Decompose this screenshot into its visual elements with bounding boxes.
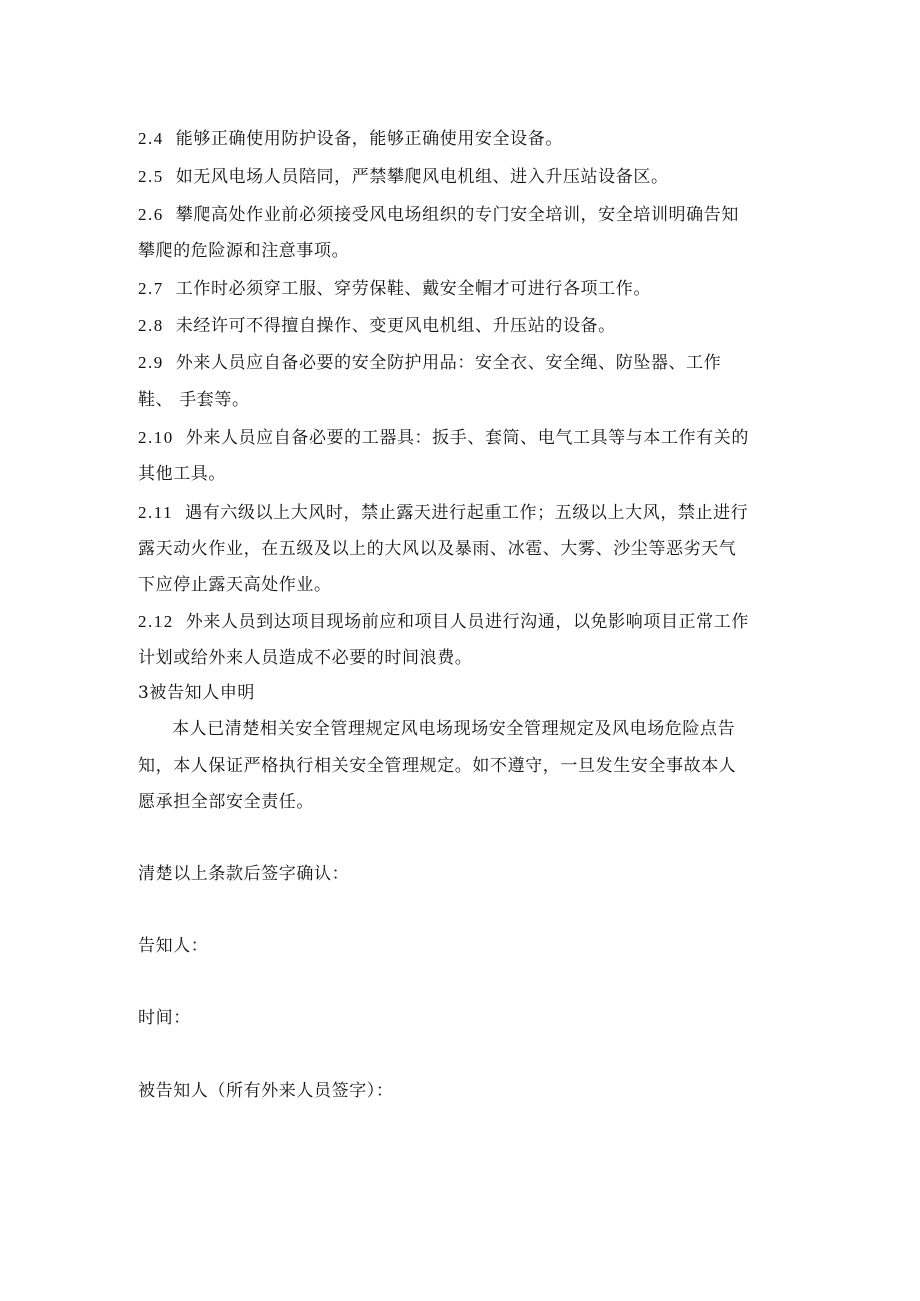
clause-number: 2.8 <box>138 316 164 335</box>
clause-2-9-continuation <box>138 389 788 411</box>
clause-text: 工作时必须穿工服、穿劳保鞋、戴安全帽才可进行各项工作。 <box>175 279 651 299</box>
clause-2-5 <box>138 166 788 188</box>
time-label: 时间： <box>138 1008 191 1028</box>
clause-text: 攀爬的危险源和注意事项。 <box>138 241 350 261</box>
clause-text: 如无风电场人员陪同，严禁攀爬风电机组、进入升压站设备区。 <box>175 167 669 187</box>
clause-text: 外来人员应自备必要的工器具：扳手、套筒、电气工具等与本工作有关的 <box>185 428 749 448</box>
clause-number: 2.11 <box>138 503 174 522</box>
clause-2-11-continuation-1 <box>138 538 788 560</box>
clause-text: 露天动火作业，在五级及以上的大风以及暴雨、冰雹、大雾、沙尘等恶劣天气 <box>138 539 737 559</box>
declaration-line-1: 本人已清楚相关安全管理规定风电场现场安全管理规定及风电场危险点告 <box>172 719 736 739</box>
clause-text: 其他工具。 <box>138 464 226 484</box>
declaration-line-3: 愿承担全部安全责任。 <box>138 792 314 812</box>
confirm-signature-label: 清楚以上条款后签字确认： <box>138 864 350 884</box>
clause-2-10 <box>138 427 788 449</box>
clause-2-11-continuation-2 <box>138 574 788 596</box>
clause-2-4 <box>138 128 788 150</box>
clause-text: 鞋、 手套等。 <box>138 390 250 410</box>
clause-number: 2.6 <box>138 205 164 224</box>
clause-2-11 <box>138 502 788 524</box>
section-3-heading: 3被告知人申明 <box>138 683 256 703</box>
clause-text: 外来人员到达项目现场前应和项目人员进行沟通，以免影响项目正常工作 <box>185 612 749 632</box>
clause-2-12 <box>138 611 788 633</box>
clause-text: 攀爬高处作业前必须接受风电场组织的专门安全培训，安全培训明确告知 <box>175 205 739 225</box>
clause-text: 未经许可不得擅自操作、变更风电机组、升压站的设备。 <box>175 316 616 336</box>
clause-text: 外来人员应自备必要的安全防护用品：安全衣、安全绳、防坠器、工作 <box>175 353 722 373</box>
clause-number: 2.7 <box>138 279 164 298</box>
clause-text: 下应停止露天高处作业。 <box>138 575 332 595</box>
clause-number: 2.5 <box>138 167 164 186</box>
clause-2-8 <box>138 315 788 337</box>
informed-party-label: 被告知人（所有外来人员签字）： <box>138 1081 394 1101</box>
clause-text: 计划或给外来人员造成不必要的时间浪费。 <box>138 648 473 668</box>
clause-2-10-continuation <box>138 463 788 485</box>
clause-2-9 <box>138 352 788 374</box>
declaration-line-2: 知，本人保证严格执行相关安全管理规定。如不遵守，一旦发生安全事故本人 <box>138 756 737 776</box>
clause-number: 2.4 <box>138 129 164 148</box>
clause-number: 2.9 <box>138 353 164 372</box>
clause-number: 2.12 <box>138 612 174 631</box>
clause-number: 2.10 <box>138 428 174 447</box>
clause-text: 遇有六级以上大风时，禁止露天进行起重工作；五级以上大风，禁止进行 <box>185 503 749 523</box>
clause-2-7 <box>138 278 788 300</box>
clause-2-12-continuation <box>138 647 788 669</box>
clause-2-6-continuation <box>138 240 788 262</box>
clause-2-6 <box>138 204 788 226</box>
clause-text: 能够正确使用防护设备，能够正确使用安全设备。 <box>175 129 563 149</box>
informer-label: 告知人： <box>138 936 209 956</box>
